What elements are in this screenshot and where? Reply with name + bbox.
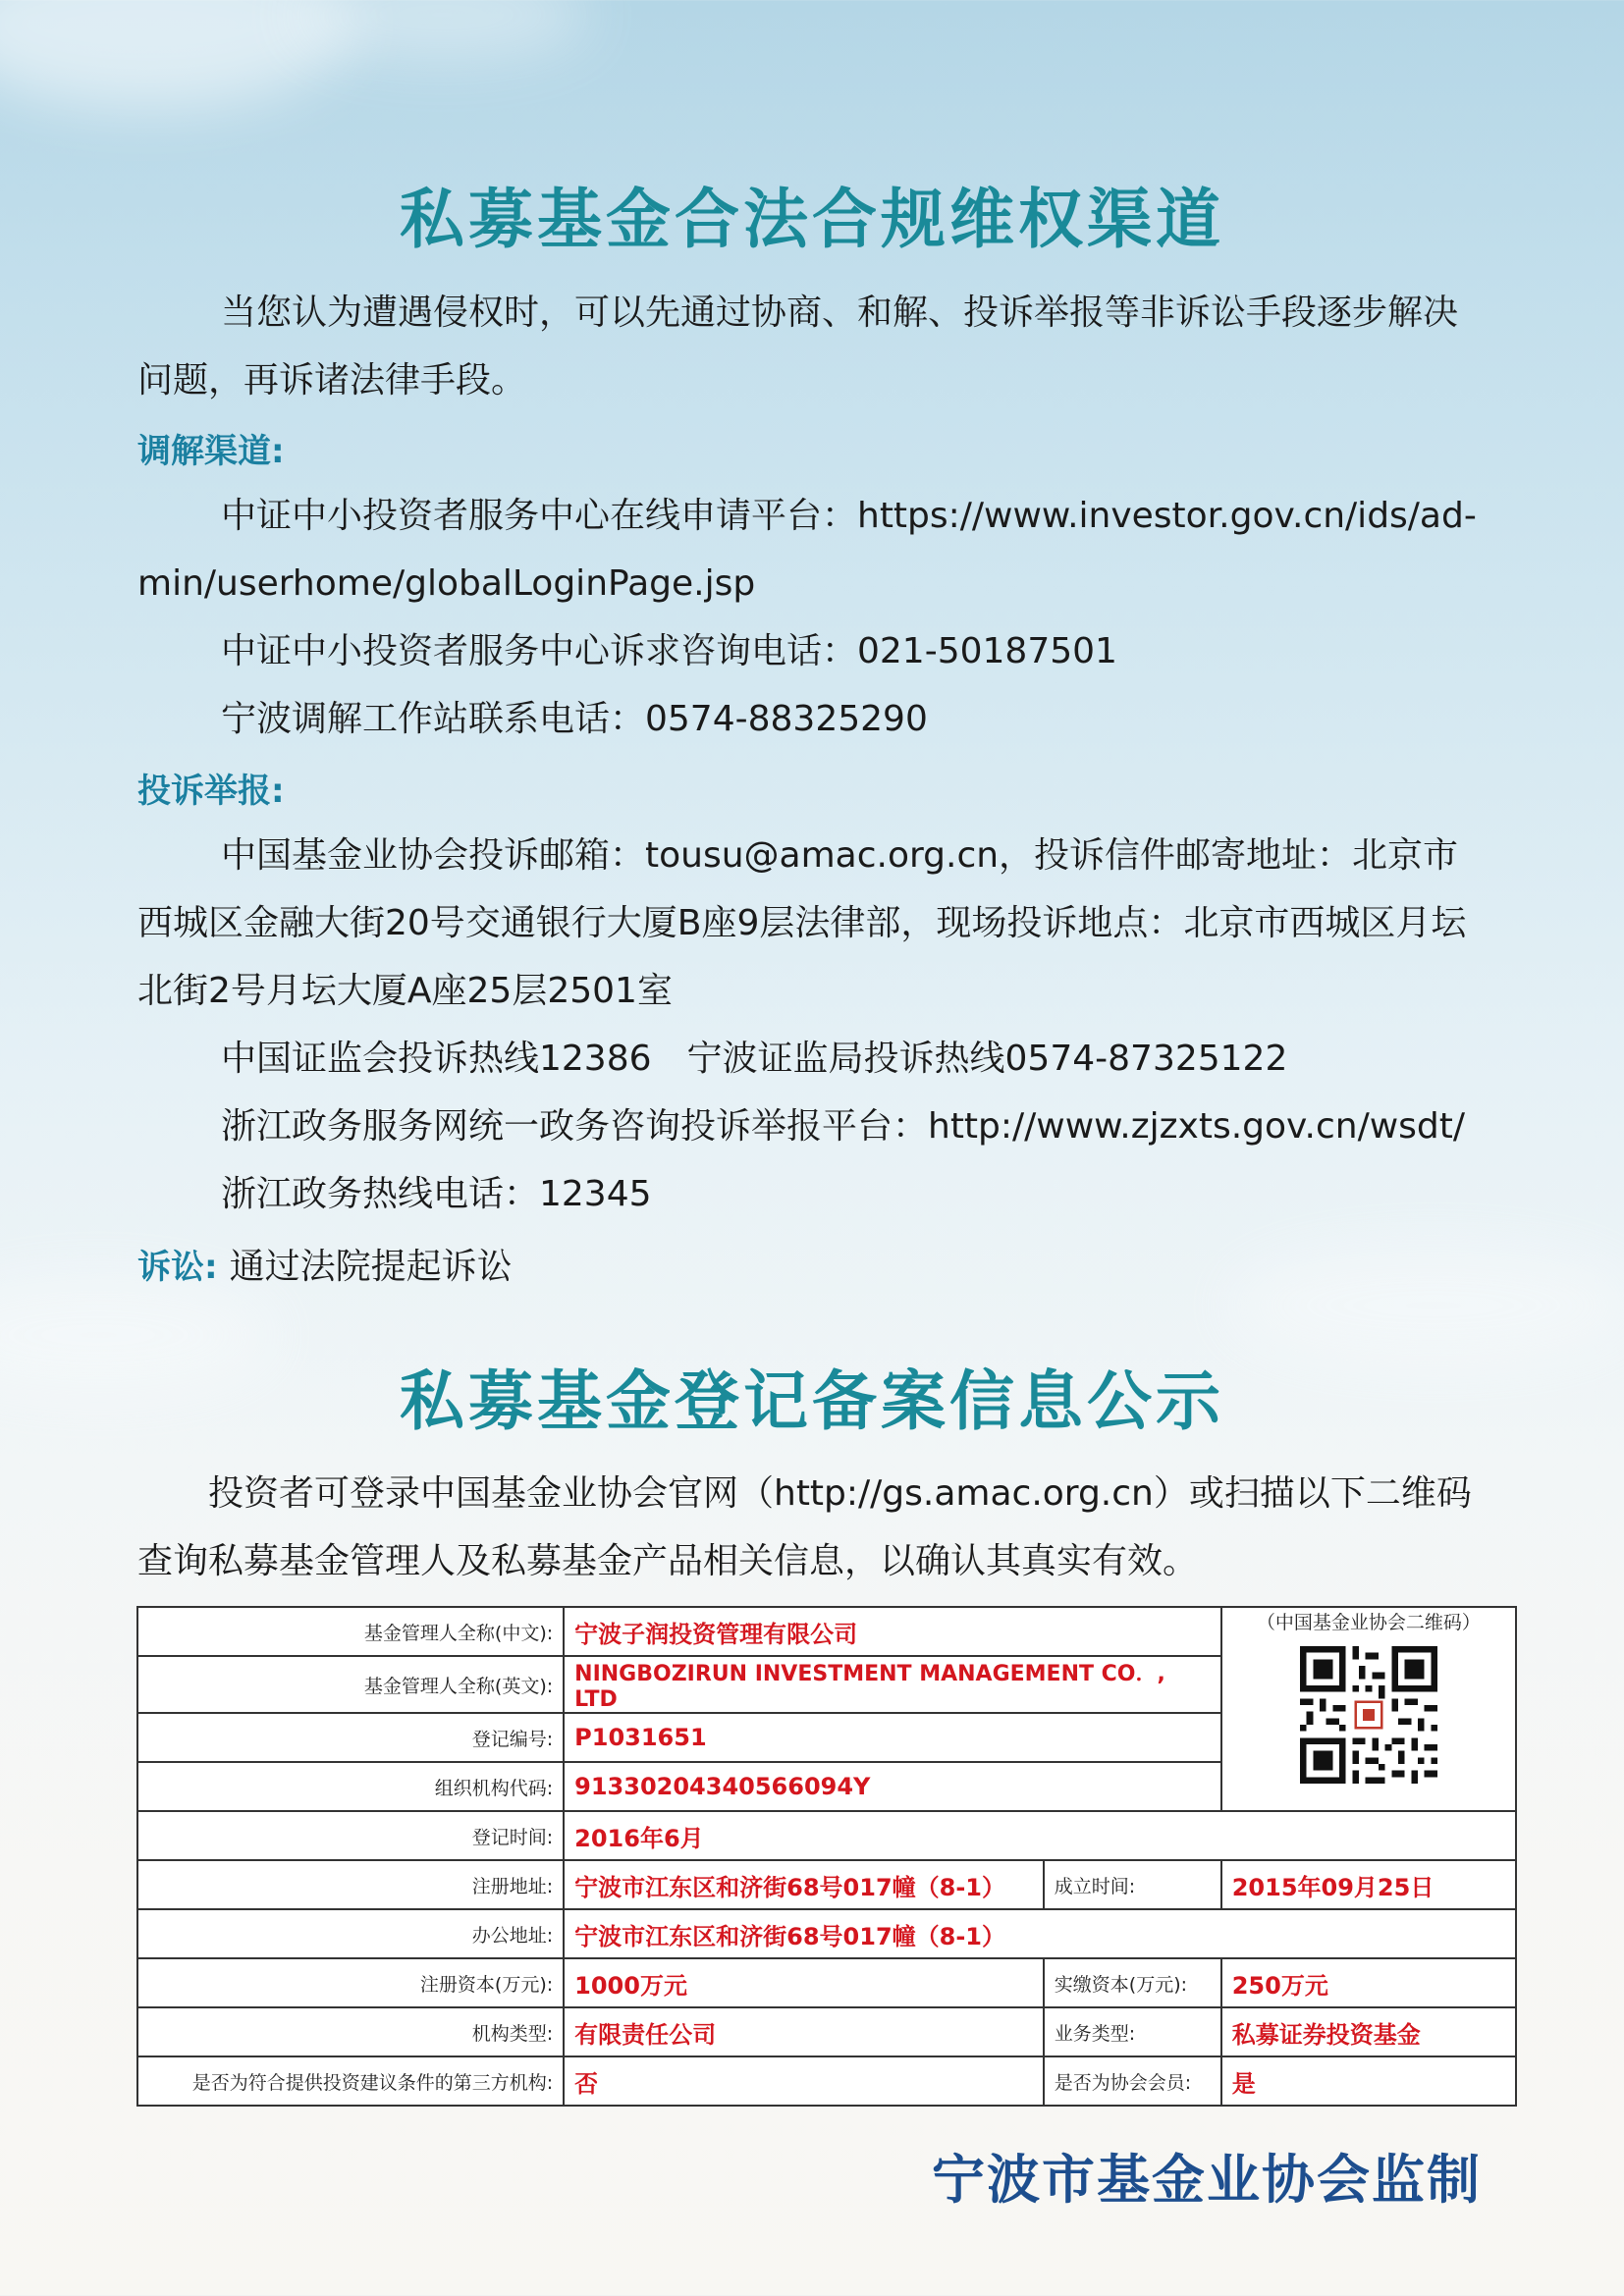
table-row	[137, 1860, 1516, 1909]
qr-cell	[1221, 1607, 1516, 1811]
section1-intro-line2: 问题，再诉诸法律手段。	[137, 360, 527, 400]
mediation-phone: 中证中小投资者服务中心诉求咨询电话：021-50187501	[221, 631, 1117, 671]
table-row	[137, 1909, 1516, 1958]
biz-type-label: 业务类型:	[1044, 2007, 1221, 2056]
est-time-label: 成立时间:	[1044, 1860, 1221, 1909]
reg-time-label: 登记时间:	[137, 1811, 564, 1860]
section1-title: 私募基金合法合规维权渠道	[400, 182, 1224, 257]
section1-intro-line1: 当您认为遭遇侵权时，可以先通过协商、和解、投诉举报等非诉讼手段逐步解决	[221, 293, 1459, 333]
reg-addr-value: 宁波市江东区和济街68号017幢（8-1）	[564, 1860, 1044, 1909]
footer-supervisor: 宁波市基金业协会监制	[932, 2149, 1482, 2211]
cloud-decoration	[1227, 1247, 1624, 1364]
reg-addr-label: 注册地址:	[137, 1860, 564, 1909]
table-row	[137, 2056, 1516, 2106]
name-cn-label: 基金管理人全称(中文):	[137, 1607, 564, 1656]
qr-code-icon[interactable]	[1300, 1646, 1437, 1784]
org-type-label: 机构类型:	[137, 2007, 564, 2056]
org-type-value: 有限责任公司	[564, 2007, 1044, 2056]
office-addr-label: 办公地址:	[137, 1909, 564, 1958]
name-en-label: 基金管理人全称(英文):	[137, 1656, 564, 1713]
qr-label: （中国基金业协会二维码）	[1256, 1612, 1481, 1633]
lawsuit-text: 通过法院提起诉讼	[229, 1247, 513, 1287]
est-time-value: 2015年09月25日	[1221, 1860, 1516, 1909]
third-party-label: 是否为符合提供投资建议条件的第三方机构:	[137, 2056, 564, 2106]
org-code-value: 91330204340566094Y	[564, 1762, 1221, 1811]
hotline-line: 中国证监会投诉热线12386 宁波证监局投诉热线0574-87325122	[221, 1039, 1288, 1079]
reg-no-label: 登记编号:	[137, 1713, 564, 1762]
table-row	[137, 1811, 1516, 1860]
registration-info-table	[136, 1606, 1517, 2107]
complaint-line2: 西城区金融大街20号交通银行大厦B座9层法律部，现场投诉地点：北京市西城区月坛	[137, 903, 1467, 943]
name-cn-value: 宁波子润投资管理有限公司	[564, 1607, 1221, 1656]
reg-no-value: P1031651	[564, 1713, 1221, 1762]
reg-capital-label: 注册资本(万元):	[137, 1958, 564, 2007]
section2-title: 私募基金登记备案信息公示	[400, 1363, 1224, 1439]
section2-intro-line2: 查询私募基金管理人及私募基金产品相关信息，以确认其真实有效。	[137, 1541, 1199, 1581]
table-row	[137, 1607, 1516, 1656]
office-addr-value: 宁波市江东区和济街68号017幢（8-1）	[564, 1909, 1516, 1958]
name-en-value: NINGBOZIRUN INVESTMENT MANAGEMENT CO．, LTD	[564, 1656, 1221, 1713]
third-party-value: 否	[564, 2056, 1044, 2106]
complaint-line3: 北街2号月坛大厦A座25层2501室	[137, 971, 673, 1011]
paid-capital-value: 250万元	[1221, 1958, 1516, 2007]
table-row	[137, 2007, 1516, 2056]
mediation-heading: 调解渠道:	[137, 432, 285, 471]
biz-type-value: 私募证券投资基金	[1221, 2007, 1516, 2056]
lawsuit-label: 诉讼:	[137, 1248, 218, 1287]
reg-capital-value: 1000万元	[564, 1958, 1044, 2007]
mediation-platform-line2: min/userhome/globalLoginPage.jsp	[137, 563, 756, 604]
zhejiang-platform-line: 浙江政务服务网统一政务咨询投诉举报平台：http://www.zjzxts.gov.cn/wsdt/	[221, 1106, 1466, 1147]
zhejiang-hotline: 浙江政务热线电话：12345	[221, 1174, 652, 1214]
mediation-platform-line1: 中证中小投资者服务中心在线申请平台：https://www.investor.gov.cn/ids/ad-	[221, 496, 1477, 536]
paid-capital-label: 实缴资本(万元):	[1044, 1958, 1221, 2007]
lawsuit-heading	[137, 1239, 513, 1289]
member-value: 是	[1221, 2056, 1516, 2106]
org-code-label: 组织机构代码:	[137, 1762, 564, 1811]
complaint-line1: 中国基金业协会投诉邮箱：tousu@amac.org.cn，投诉信件邮寄地址：北京市	[221, 835, 1459, 876]
ningbo-station-phone: 宁波调解工作站联系电话：0574-88325290	[221, 699, 928, 739]
member-label: 是否为协会会员:	[1044, 2056, 1221, 2106]
table-row	[137, 1958, 1516, 2007]
reg-time-value: 2016年6月	[564, 1811, 1516, 1860]
complaint-heading: 投诉举报:	[137, 772, 285, 811]
section2-intro-line1: 投资者可登录中国基金业协会官网（http://gs.amac.org.cn）或扫描以下二维码	[208, 1473, 1472, 1514]
